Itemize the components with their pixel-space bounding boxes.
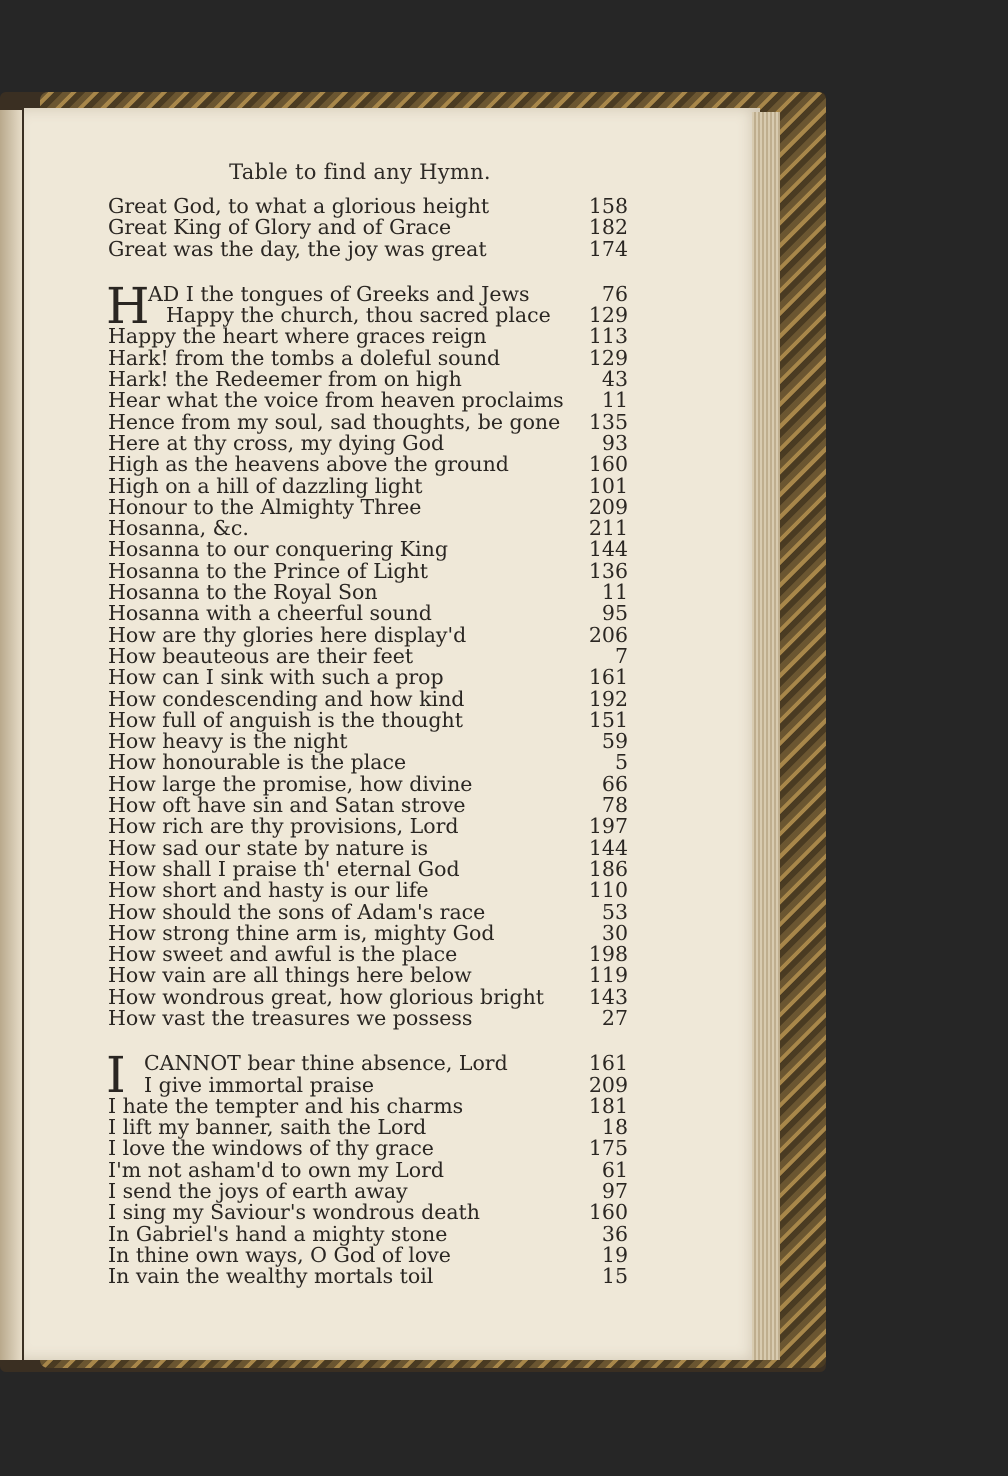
hymn-first-line: In vain the wealthy mortals toil bbox=[108, 1264, 434, 1289]
hymn-first-line: Happy the heart where graces reign bbox=[108, 324, 487, 349]
hymn-first-line: Great God, to what a glorious height bbox=[108, 194, 490, 218]
hymn-entry bbox=[108, 752, 628, 773]
hymn-number: 211 bbox=[588, 516, 628, 541]
hymn-first-line: How condescending and how kind bbox=[108, 686, 465, 711]
hymn-number: 61 bbox=[601, 1157, 628, 1182]
hymn-entry bbox=[108, 1117, 628, 1138]
hymn-first-line: Hosanna with a cheerful sound bbox=[108, 601, 432, 626]
hymn-first-line: Hosanna to our conquering King bbox=[108, 537, 448, 562]
hymn-number: 197 bbox=[588, 814, 628, 839]
hymn-entry bbox=[108, 816, 628, 837]
hymn-entry bbox=[108, 944, 628, 965]
hymn-entry bbox=[108, 345, 628, 370]
hymn-number: 144 bbox=[588, 835, 628, 860]
hymn-first-line: Hark! the Redeemer from on high bbox=[108, 367, 462, 392]
hymn-first-line: How are thy glories here display'd bbox=[108, 622, 467, 647]
hymn-entry bbox=[108, 1266, 628, 1287]
hymn-number: 19 bbox=[601, 1242, 628, 1267]
hymn-entry bbox=[108, 603, 628, 624]
hymn-entry bbox=[108, 1138, 628, 1159]
hymn-first-line: How short and hasty is our life bbox=[108, 878, 429, 903]
hymn-first-line: AD I the tongues of Greeks and Jews bbox=[148, 281, 530, 306]
hymn-entry bbox=[108, 771, 628, 796]
hymn-index-list bbox=[108, 196, 628, 1288]
hymn-number: 7 bbox=[614, 643, 628, 668]
hymn-first-line: How can I sink with such a prop bbox=[108, 665, 444, 690]
hymn-first-line: Hosanna to the Royal Son bbox=[108, 580, 378, 605]
hymn-first-line: I lift my banner, saith the Lord bbox=[108, 1115, 427, 1140]
hymn-number: 129 bbox=[588, 345, 628, 370]
group-g bbox=[108, 196, 628, 260]
hymn-number: 53 bbox=[601, 899, 628, 924]
hymn-first-line: Honour to the Almighty Three bbox=[108, 494, 422, 519]
hymn-number: 11 bbox=[601, 580, 628, 605]
hymn-first-line: How rich are thy provisions, Lord bbox=[108, 814, 459, 839]
hymn-entry bbox=[108, 835, 628, 860]
drop-cap: H bbox=[106, 276, 150, 335]
hymn-number: 161 bbox=[588, 665, 628, 690]
group-i bbox=[106, 1046, 628, 1289]
hymn-number: 151 bbox=[588, 707, 628, 732]
hymn-entry bbox=[108, 1053, 628, 1074]
hymn-entry bbox=[108, 236, 628, 261]
hymn-number: 182 bbox=[588, 215, 628, 240]
hymn-first-line: I love the windows of thy grace bbox=[108, 1136, 434, 1161]
hymn-number: 78 bbox=[601, 793, 628, 818]
hymn-number: 209 bbox=[588, 494, 628, 519]
hymn-number: 113 bbox=[588, 324, 628, 349]
page-title: Table to find any Hymn. bbox=[229, 160, 491, 184]
drop-cap: I bbox=[106, 1046, 126, 1105]
hymn-entry bbox=[108, 1157, 628, 1182]
hymn-number: 95 bbox=[601, 601, 628, 626]
left-page-edge bbox=[0, 110, 22, 1360]
hymn-entry bbox=[108, 217, 628, 238]
hymn-first-line: How wondrous great, how glorious bright bbox=[108, 984, 545, 1009]
hymn-entry bbox=[108, 369, 628, 390]
hymn-entry bbox=[108, 795, 628, 816]
hymn-first-line: I sing my Saviour's wondrous death bbox=[108, 1200, 481, 1225]
hymn-number: 160 bbox=[588, 1200, 628, 1225]
hymn-entry bbox=[108, 899, 628, 924]
hymn-number: 97 bbox=[601, 1179, 628, 1204]
hymn-number: 158 bbox=[588, 194, 628, 218]
hymn-first-line: Great King of Glory and of Grace bbox=[108, 215, 452, 240]
hymn-first-line: I send the joys of earth away bbox=[108, 1179, 408, 1204]
hymn-first-line: I give immortal praise bbox=[144, 1072, 374, 1097]
hymn-entry bbox=[108, 1005, 628, 1030]
hymn-first-line: How full of anguish is the thought bbox=[108, 707, 463, 732]
hymn-entry bbox=[108, 856, 628, 881]
hymn-number: 27 bbox=[601, 1005, 628, 1030]
hymn-entry bbox=[108, 196, 628, 217]
hymn-entry bbox=[108, 281, 628, 306]
hymn-first-line: How heavy is the night bbox=[108, 729, 348, 754]
hymn-entry bbox=[108, 920, 628, 945]
group-i-rest bbox=[108, 1093, 628, 1289]
hymn-entry bbox=[108, 686, 628, 711]
hymn-number: 198 bbox=[588, 942, 628, 967]
hymn-entry bbox=[108, 1221, 628, 1246]
hymn-first-line: How strong thine arm is, mighty God bbox=[108, 920, 495, 945]
hymn-first-line: How oft have sin and Satan strove bbox=[108, 793, 466, 818]
hymn-entry bbox=[108, 731, 628, 752]
hymn-number: 5 bbox=[614, 750, 628, 775]
hymn-entry bbox=[108, 518, 628, 539]
hymn-entry bbox=[108, 965, 628, 986]
hymn-first-line: High on a hill of dazzling light bbox=[108, 473, 423, 498]
hymn-first-line: In Gabriel's hand a mighty stone bbox=[108, 1221, 448, 1246]
hymn-first-line: Hosanna, &c. bbox=[108, 516, 249, 541]
hymn-entry bbox=[108, 494, 628, 519]
hymn-first-line: Hear what the voice from heaven proclaims bbox=[108, 388, 564, 413]
hymn-entry bbox=[108, 1202, 628, 1223]
hymn-first-line: How large the promise, how divine bbox=[108, 771, 473, 796]
hymn-first-line: How vain are all things here below bbox=[108, 963, 472, 988]
group-h bbox=[106, 276, 628, 1030]
hymn-entry bbox=[108, 473, 628, 498]
hymn-entry bbox=[108, 305, 628, 326]
hymn-first-line: In thine own ways, O God of love bbox=[108, 1242, 451, 1267]
hymn-first-line: I hate the tempter and his charms bbox=[108, 1093, 464, 1118]
hymn-entry bbox=[108, 707, 628, 732]
hymn-entry bbox=[108, 390, 628, 411]
group-h-rest bbox=[108, 326, 628, 1029]
hymn-entry bbox=[108, 454, 628, 475]
page-stack-edge bbox=[752, 112, 780, 1360]
hymn-entry bbox=[108, 1181, 628, 1202]
hymn-number: 174 bbox=[588, 236, 628, 261]
hymn-number: 160 bbox=[588, 452, 628, 477]
hymn-first-line: How sweet and awful is the place bbox=[108, 942, 458, 967]
hymn-number: 43 bbox=[601, 367, 628, 392]
hymn-number: 144 bbox=[588, 537, 628, 562]
hymn-entry bbox=[108, 582, 628, 603]
hymn-first-line: Hence from my soul, sad thoughts, be gone bbox=[108, 409, 561, 434]
hymn-first-line: How shall I praise th' eternal God bbox=[108, 856, 460, 881]
hymn-entry bbox=[108, 622, 628, 647]
hymn-number: 181 bbox=[588, 1093, 628, 1118]
hymn-number: 135 bbox=[588, 409, 628, 434]
hymn-number: 129 bbox=[588, 303, 628, 328]
hymn-number: 110 bbox=[588, 878, 628, 903]
hymn-first-line: How vast the treasures we possess bbox=[108, 1005, 473, 1030]
hymn-entry bbox=[108, 984, 628, 1009]
hymn-entry bbox=[108, 1093, 628, 1118]
hymn-first-line: High as the heavens above the ground bbox=[108, 452, 509, 477]
hymn-number: 59 bbox=[601, 729, 628, 754]
hymn-number: 161 bbox=[588, 1051, 628, 1076]
hymn-number: 136 bbox=[588, 558, 628, 583]
hymn-number: 76 bbox=[601, 281, 628, 306]
hymn-entry bbox=[108, 409, 628, 434]
hymn-number: 192 bbox=[588, 686, 628, 711]
hymn-first-line: Here at thy cross, my dying God bbox=[108, 430, 445, 455]
hymn-number: 101 bbox=[588, 473, 628, 498]
hymn-entry bbox=[108, 430, 628, 455]
hymn-number: 206 bbox=[588, 622, 628, 647]
hymn-first-line: How honourable is the place bbox=[108, 750, 407, 775]
hymn-entry bbox=[108, 326, 628, 347]
hymn-number: 15 bbox=[601, 1264, 628, 1289]
hymn-number: 93 bbox=[601, 430, 628, 455]
hymn-first-line: Hosanna to the Prince of Light bbox=[108, 558, 428, 583]
hymn-number: 209 bbox=[588, 1072, 628, 1097]
hymn-first-line: How sad our state by nature is bbox=[108, 835, 429, 860]
hymn-number: 66 bbox=[601, 771, 628, 796]
hymn-number: 186 bbox=[588, 856, 628, 881]
hymn-entry bbox=[108, 667, 628, 688]
hymn-first-line: I'm not asham'd to own my Lord bbox=[108, 1157, 444, 1182]
hymn-first-line: Happy the church, thou sacred place bbox=[166, 303, 551, 328]
hymn-number: 143 bbox=[588, 984, 628, 1009]
hymn-first-line: How should the sons of Adam's race bbox=[108, 899, 486, 924]
hymn-entry bbox=[108, 558, 628, 583]
hymn-number: 11 bbox=[601, 388, 628, 413]
hymn-entry bbox=[108, 1072, 628, 1097]
hymn-entry bbox=[108, 539, 628, 560]
hymn-entry bbox=[108, 1242, 628, 1267]
hymn-entry bbox=[108, 643, 628, 668]
hymn-number: 36 bbox=[601, 1221, 628, 1246]
hymn-entry bbox=[108, 880, 628, 901]
hymn-number: 119 bbox=[588, 963, 628, 988]
hymn-first-line: CANNOT bear thine absence, Lord bbox=[144, 1051, 508, 1076]
hymn-number: 175 bbox=[588, 1136, 628, 1161]
hymn-first-line: How beauteous are their feet bbox=[108, 643, 414, 668]
hymn-first-line: Great was the day, the joy was great bbox=[108, 236, 487, 261]
hymn-number: 18 bbox=[601, 1115, 628, 1140]
hymn-number: 30 bbox=[601, 920, 628, 945]
hymn-first-line: Hark! from the tombs a doleful sound bbox=[108, 345, 501, 370]
